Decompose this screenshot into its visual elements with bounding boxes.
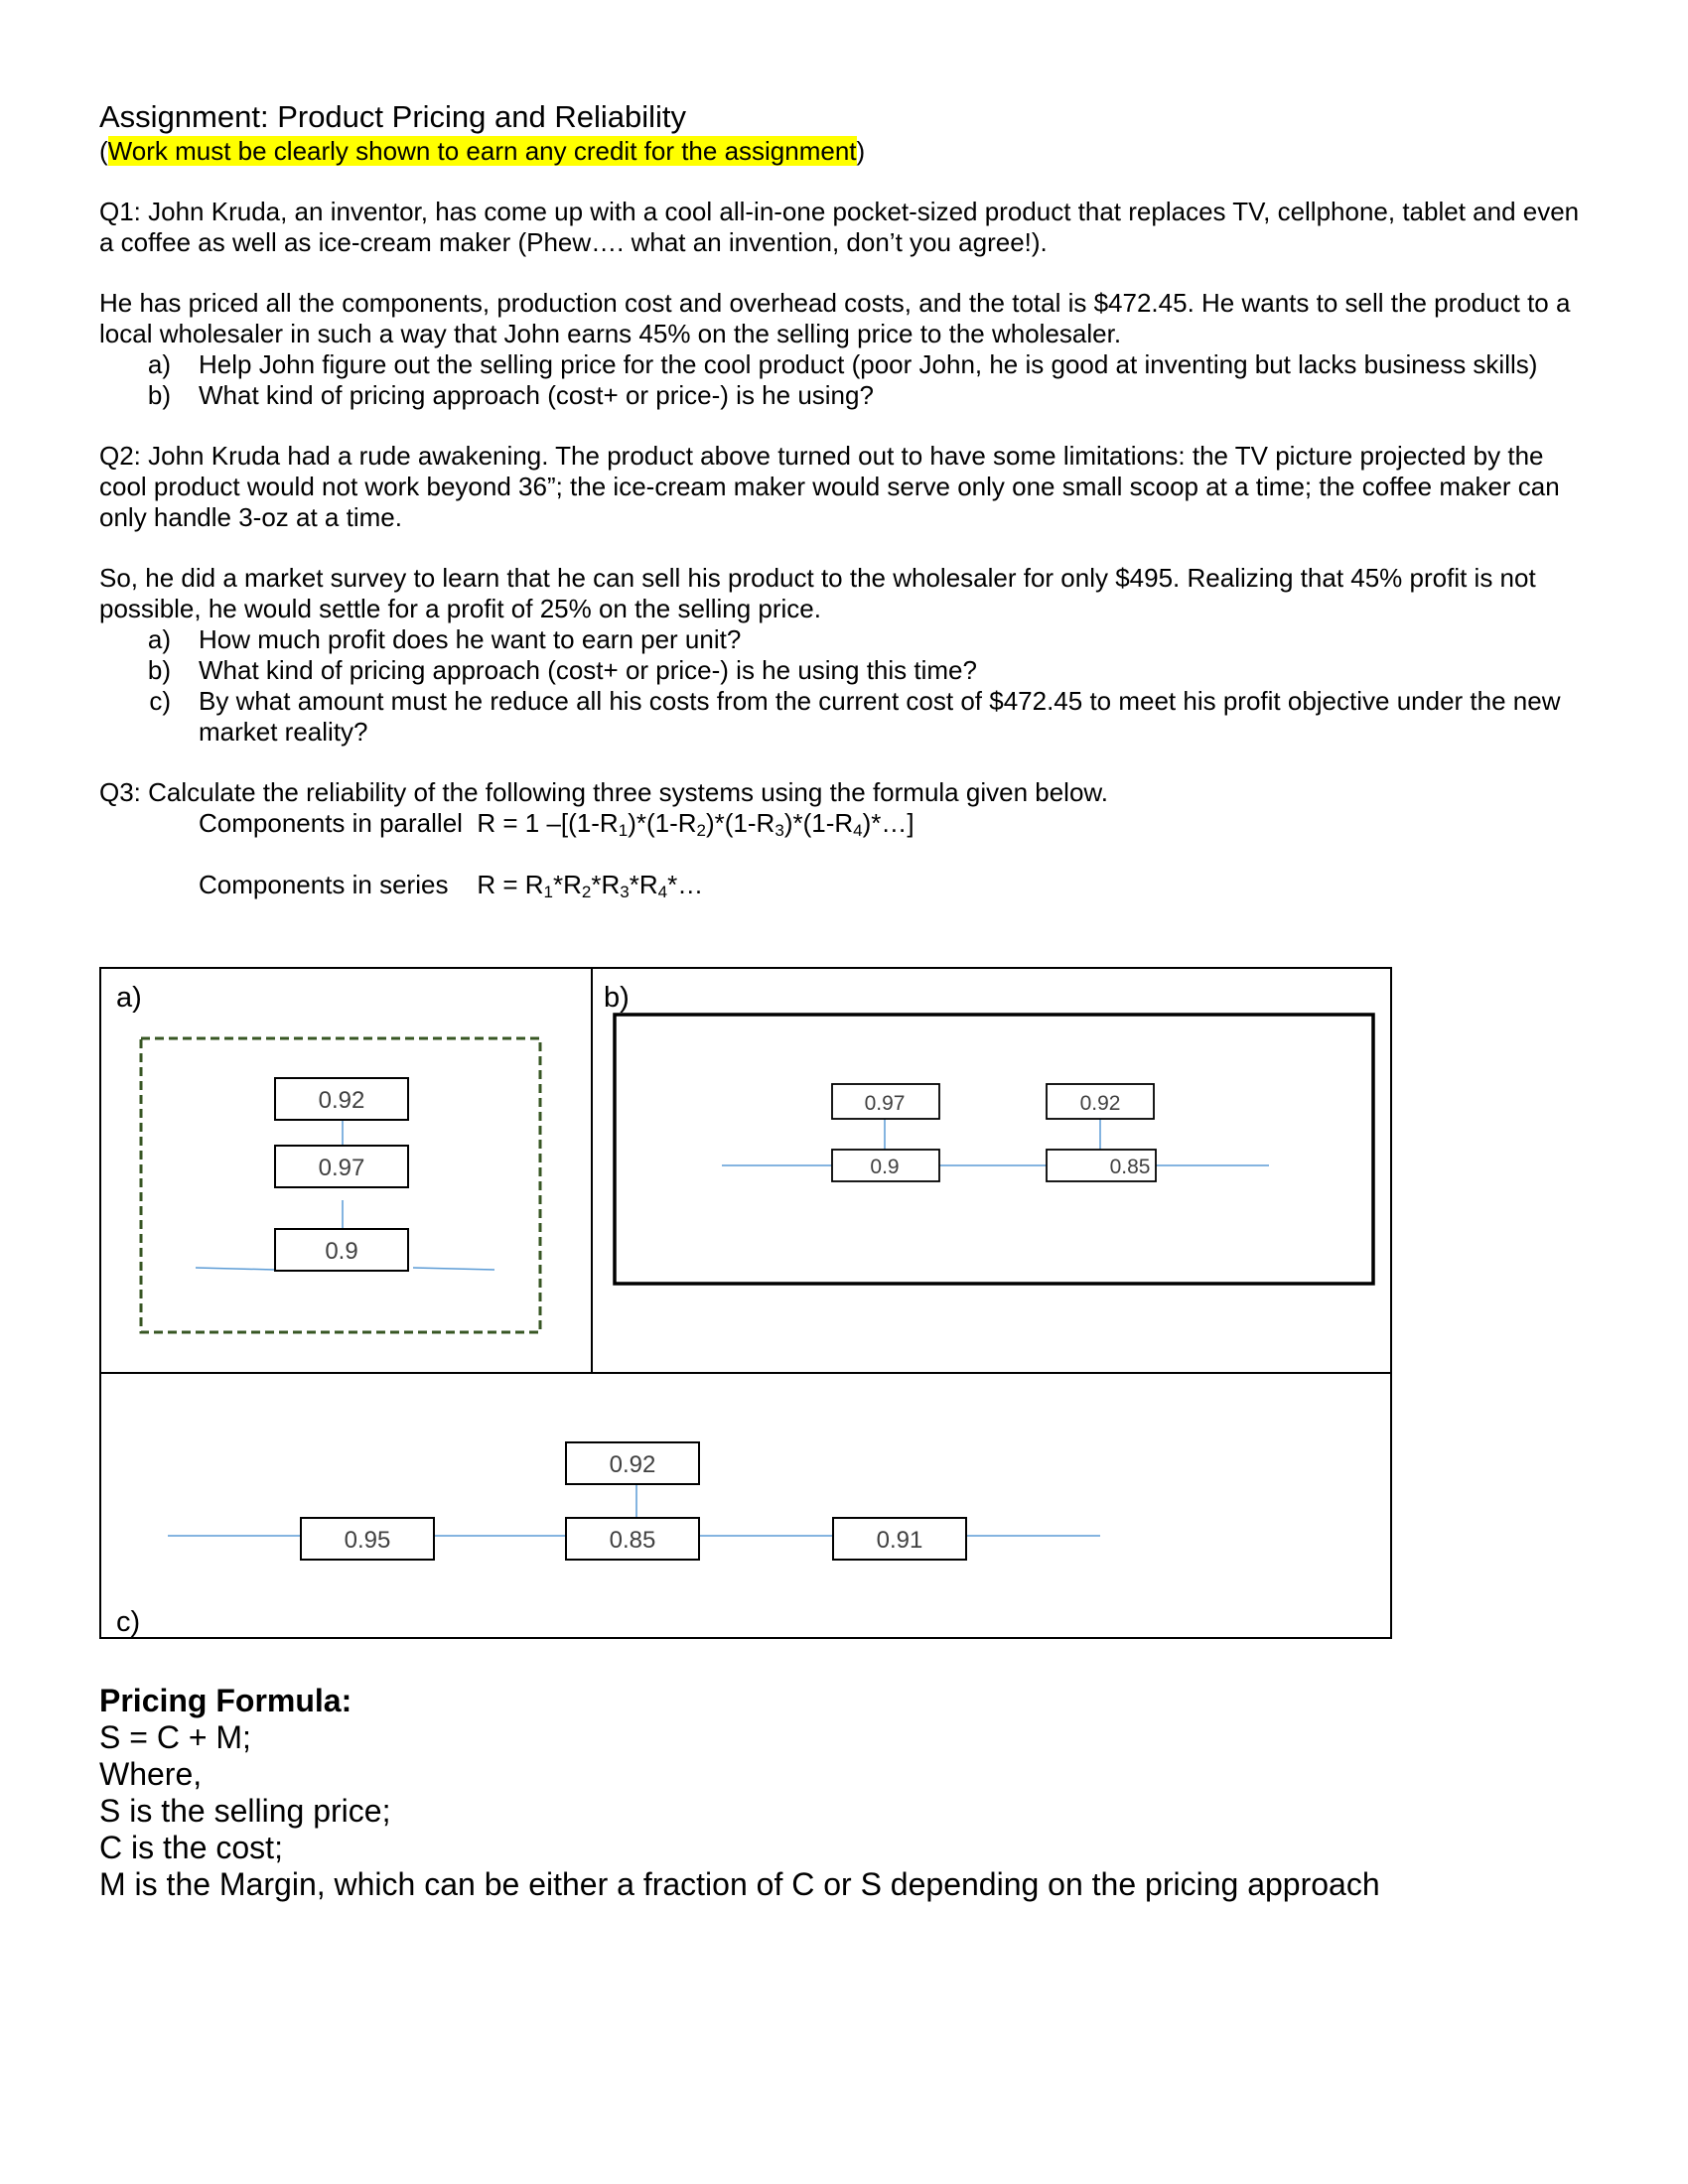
q1-list: [99, 349, 1589, 411]
list-item: b) What kind of pricing approach (cost+ or price-) is he using this time?: [147, 655, 977, 685]
component-box: [275, 1146, 408, 1187]
reliability-value: 0.92: [318, 1087, 365, 1114]
list-item: a) Help John figure out the selling price for the cool product (poor John, he is good at inventing but lacks business skills): [147, 349, 1538, 379]
figure-frame: [100, 968, 1391, 1638]
reliability-value: 0.9: [870, 1156, 900, 1178]
q3-intro: Q3: Calculate the reliability of the following three systems using the formula given below.: [99, 777, 1108, 807]
panel-a-label: a): [116, 982, 142, 1014]
component-box: [1047, 1150, 1156, 1181]
pricing-line: C is the cost;: [99, 1830, 283, 1865]
component-box: [566, 1442, 699, 1484]
pricing-formula: [99, 1683, 1380, 1903]
component-box: [275, 1229, 408, 1271]
reliability-diagram: [99, 967, 1393, 1641]
q2-body: So, he did a market survey to learn that he can sell his product to the wholesaler for only $495. Realizing that 45% profit is not possible, he would settle for a profit of 25% on the selling price.: [99, 563, 1536, 623]
list-item: b) What kind of pricing approach (cost+ or price-) is he using?: [147, 380, 874, 410]
parallel-formula: Components in parallel R = 1 $-[(1-R_1)*(1-R_2)*(1-R_3)*(1-R_4)*\dots]$: [199, 808, 914, 840]
reliability-value: 0.9: [325, 1238, 358, 1265]
q1-intro: Q1: John Kruda, an inventor, has come up with a cool all-in-one pocket-sized product that replaces TV, cellphone, tablet and even a coffee as well as ice-cream maker (Phew…. what an invention, don’t you agree!).: [99, 197, 1580, 257]
pricing-line: S is the selling price;: [99, 1793, 391, 1829]
component-box: [832, 1150, 939, 1181]
page-title: Assignment: Product Pricing and Reliability: [99, 99, 686, 134]
list-item: a) How much profit does he want to earn per unit?: [147, 624, 742, 654]
reliability-value: 0.95: [344, 1527, 391, 1554]
pricing-line: S = C + M;: [99, 1719, 251, 1755]
pricing-line: M is the Margin, which can be either a fraction of C or S depending on the pricing approach: [99, 1866, 1380, 1902]
reliability-value: 0.91: [876, 1527, 923, 1554]
component-box: [833, 1518, 966, 1560]
component-box: [566, 1518, 699, 1560]
list-item: c) By what amount must he reduce all his costs from the current cost of $472.45 to meet his profit objective under the new market reality?: [149, 686, 1561, 747]
panel-c-label: c): [116, 1606, 141, 1638]
pricing-line: Where,: [99, 1756, 203, 1792]
subtitle-note: (Work must be clearly shown to earn any credit for the assignment): [99, 136, 866, 166]
series-formula: Components in series $R = R_1*R_2*R_3*R_4*\dots$: [199, 870, 704, 901]
document-page: [99, 99, 1589, 1902]
reliability-value: 0.85: [1109, 1156, 1151, 1178]
panel-b-label: b): [604, 982, 630, 1014]
highlighted-note: Work must be clearly shown to earn any credit for the assignment: [107, 136, 857, 166]
component-box: [1047, 1084, 1154, 1119]
q2-list: [99, 624, 1589, 748]
panel-b-frame: [615, 1015, 1373, 1284]
q1-body: He has priced all the components, production cost and overhead costs, and the total is $472.45. He wants to sell the product to a local wholesaler in such a way that John earns 45% on the selling price to the wholesaler.: [99, 288, 1571, 348]
component-box: [275, 1078, 408, 1120]
component-box: [832, 1084, 939, 1119]
reliability-value: 0.92: [609, 1451, 656, 1478]
reliability-value: 0.97: [864, 1092, 906, 1115]
reliability-value: 0.97: [318, 1155, 365, 1181]
reliability-value: 0.85: [609, 1527, 656, 1554]
reliability-value: 0.92: [1079, 1092, 1121, 1115]
pricing-heading: Pricing Formula:: [99, 1683, 352, 1718]
q2-intro: Q2: John Kruda had a rude awakening. The product above turned out to have some limitations: the TV picture projected by the cool product would not work beyond 36”; the ice-cream maker would serve only one small scoop at a time; the coffee maker can only handle 3-oz at a time.: [99, 441, 1560, 532]
component-box: [301, 1518, 434, 1560]
